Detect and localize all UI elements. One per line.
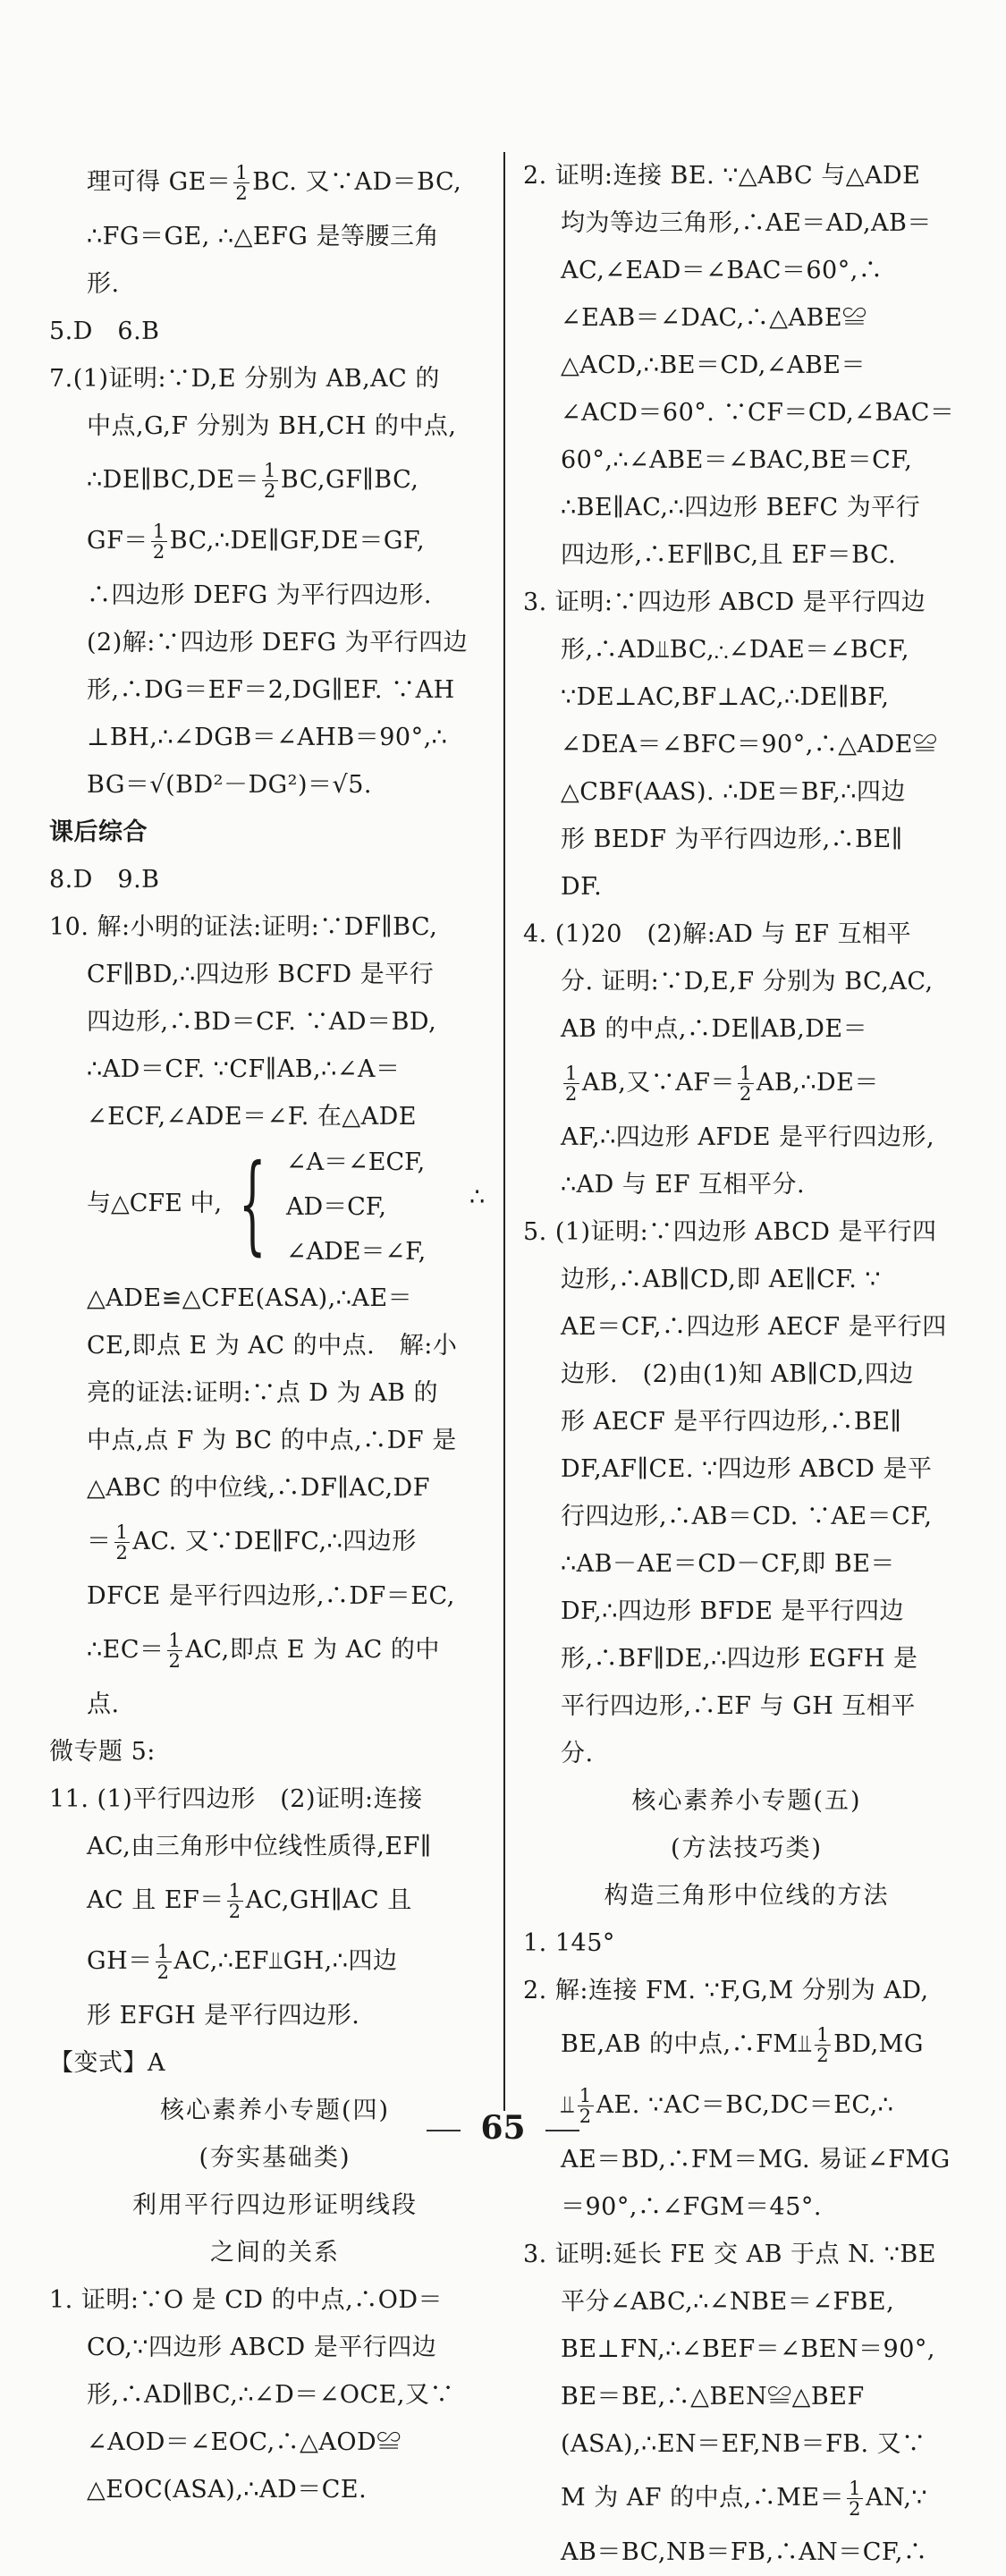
brace-system	[49, 1140, 501, 1275]
text-line: 微专题 5:	[49, 1738, 156, 1766]
text-segment: BE,AB 的中点,∴FM⫫	[561, 2030, 813, 2058]
text-line: 形,∴AD∥BC,∴∠D＝∠OCE,又∵	[87, 2381, 454, 2409]
text-line: △ADE≌△CFE(ASA),∴AE＝	[87, 1284, 413, 1312]
text-line: 5.D 6.B	[49, 318, 160, 345]
text-line	[523, 2468, 970, 2529]
fraction-numerator: 1	[264, 460, 276, 481]
section-heading: 利用平行四边形证明线段	[132, 2191, 418, 2219]
text-segment: ∴DE∥BC,DE＝	[87, 466, 259, 494]
brace-row: ∠ADE＝∠F,	[286, 1238, 427, 1266]
fraction	[233, 163, 249, 203]
text-line: DF,∴四边形 BFDE 是平行四边	[561, 1597, 905, 1625]
text-line: ∴FG＝GE, ∴△EFG 是等腰三角	[87, 223, 439, 250]
text-line: CO,∵四边形 ABCD 是平行四边	[87, 2334, 437, 2361]
text-line: 形 EFGH 是平行四边形.	[87, 2002, 360, 2029]
text-line: 60°,∴∠ABE＝∠BAC,BE＝CF,	[561, 446, 913, 474]
brace-symbol: {	[239, 1142, 266, 1267]
fraction	[227, 1881, 243, 1921]
brace-row: ∠A＝∠ECF,	[286, 1148, 426, 1176]
fraction	[847, 2479, 863, 2519]
fraction-numerator: 1	[152, 521, 165, 542]
fraction-denominator: 2	[156, 1962, 170, 1983]
text-line: 5. (1)证明:∵四边形 ABCD 是平行四	[523, 1218, 937, 1246]
fraction	[156, 1942, 172, 1982]
section-heading: (夯实基础类)	[199, 2144, 351, 2172]
text-line: 中点,点 F 为 BC 的中点,∴DF 是	[87, 1427, 457, 1454]
text-line	[49, 450, 501, 511]
text-line: 形,∴AD⫫BC,∴∠DAE＝∠BCF,	[561, 636, 909, 664]
text-segment: ⫫	[561, 2091, 575, 2119]
text-segment: BC,GF∥BC,	[280, 466, 419, 494]
text-segment: ＝	[87, 1528, 112, 1555]
fraction-numerator: 1	[565, 1063, 578, 1084]
brace-rows	[286, 1140, 426, 1275]
text-line: 2. 解:连接 FM. ∵F,G,M 分别为 AD,	[523, 1977, 929, 2004]
fraction-numerator: 1	[579, 2085, 592, 2106]
text-line: 形.	[87, 270, 120, 298]
fraction	[262, 461, 278, 501]
text-line: 中点,G,F 分别为 BH,CH 的中点,	[87, 412, 457, 440]
text-line: ∴AD 与 EF 互相平分.	[561, 1171, 806, 1199]
brace-conclusion: ∴	[469, 1183, 486, 1211]
fraction	[815, 2025, 831, 2065]
text-segment: AC 且 EF＝	[87, 1886, 224, 1914]
footer-dash-right	[545, 2130, 579, 2131]
section-heading: 核心素养小专题(五)	[631, 1787, 862, 1815]
text-line: 【变式】A	[49, 2049, 165, 2077]
text-line: ∵DE⊥AC,BF⊥AC,∴DE∥BF,	[561, 683, 890, 711]
fraction-denominator: 2	[579, 2106, 592, 2127]
text-segment: ∴EC＝	[87, 1636, 165, 1664]
text-line: AC,由三角形中位线性质得,EF∥	[87, 1833, 432, 1860]
text-line: 课后综合	[49, 818, 148, 846]
text-line: △ACD,∴BE＝CD,∠ABE＝	[561, 352, 867, 379]
fraction-denominator: 2	[152, 541, 165, 563]
text-line	[49, 1620, 501, 1681]
section-heading: 之间的关系	[210, 2239, 340, 2267]
text-line: DFCE 是平行四边形,∴DF＝EC,	[87, 1582, 455, 1610]
text-segment: AC,∴EF⫫GH,∴四边	[173, 1947, 398, 1975]
text-line: 1. 证明:∵O 是 CD 的中点,∴OD＝	[49, 2286, 443, 2314]
text-line	[49, 1931, 501, 1992]
text-line: 4. (1)20 (2)解:AD 与 EF 互相平	[523, 920, 912, 948]
text-segment: AE. ∵AC＝BC,DC＝EC,∴	[596, 2091, 894, 2119]
fraction-denominator: 2	[264, 480, 276, 502]
text-line: (2)解:∵四边形 DEFG 为平行四边	[87, 629, 469, 657]
fraction-denominator: 2	[228, 1901, 241, 1922]
left-column	[49, 152, 501, 2513]
text-line: ∠EAB＝∠DAC,∴△ABE≌	[561, 304, 867, 332]
fraction-numerator: 1	[849, 2478, 861, 2499]
text-line: 1. 145°	[523, 1929, 615, 1957]
text-line: 点.	[87, 1690, 120, 1718]
right-column	[523, 152, 970, 2576]
fraction	[114, 1522, 131, 1563]
text-line: AF,∴四边形 AFDE 是平行四边形,	[561, 1123, 935, 1151]
fraction-denominator: 2	[168, 1650, 182, 1672]
text-line: ∴四边形 DEFG 为平行四边形.	[87, 581, 432, 609]
text-segment: AN,∵	[865, 2484, 928, 2512]
text-segment: AC. 又∵DE∥FC,∴四边形	[132, 1528, 417, 1555]
text-line: BG＝√(BD²－DG²)＝√5.	[87, 771, 372, 799]
text-line: AB＝BC,NB＝FB,∴AN＝CF,∴	[561, 2538, 928, 2566]
text-line: DF,AF∥CE. ∵四边形 ABCD 是平	[561, 1455, 933, 1483]
fraction	[151, 521, 167, 562]
fraction-denominator: 2	[235, 182, 249, 204]
fraction-numerator: 1	[816, 2024, 830, 2046]
text-line: ⊥BH,∴∠DGB＝∠AHB＝90°,∴	[87, 724, 448, 751]
text-line: 11. (1)平行四边形 (2)证明:连接	[49, 1785, 423, 1813]
text-line: 四边形,∴EF∥BC,且 EF＝BC.	[561, 541, 897, 569]
text-line: AE＝CF,∴四边形 AECF 是平行四	[561, 1313, 947, 1341]
text-segment: AB,∴DE＝	[756, 1069, 879, 1097]
text-segment: GF＝	[87, 527, 148, 555]
text-line	[49, 1512, 501, 1572]
fraction-denominator: 2	[565, 1083, 578, 1105]
column-divider	[503, 152, 505, 2111]
text-line: AC,∠EAD＝∠BAC＝60°,∴	[561, 257, 883, 284]
text-line: CF∥BD,∴四边形 BCFD 是平行	[87, 961, 435, 988]
text-line: 形,∴DG＝EF＝2,DG∥EF. ∵AH	[87, 676, 455, 704]
text-line: 亮的证法:证明:∵点 D 为 AB 的	[87, 1379, 439, 1407]
page-number: 65	[480, 2109, 526, 2147]
brace-row: AD＝CF,	[286, 1193, 386, 1221]
text-line	[49, 1870, 501, 1931]
fraction	[167, 1631, 183, 1671]
text-line: 2. 证明:连接 BE. ∵△ABC 与△ADE	[523, 162, 921, 190]
brace-label: 与△CFE 中,	[87, 1190, 223, 1217]
fraction-numerator: 1	[228, 1880, 241, 1902]
text-line: BE⊥FN,∴∠BEF＝∠BEN＝90°,	[561, 2335, 935, 2363]
text-line: 边形. (2)由(1)知 AB∥CD,四边	[561, 1360, 914, 1388]
text-line: ∠DEA＝∠BFC＝90°,∴△ADE≌	[561, 731, 938, 758]
fraction	[563, 1063, 579, 1104]
text-line: AB 的中点,∴DE∥AB,DE＝	[561, 1015, 868, 1043]
text-line: 行四边形,∴AB＝CD. ∵AE＝CF,	[561, 1503, 933, 1530]
footer-dash-left	[427, 2130, 461, 2131]
fraction-denominator: 2	[849, 2498, 861, 2520]
text-segment: 理可得 GE＝	[87, 168, 232, 196]
text-line: DF.	[561, 873, 603, 901]
text-line	[523, 1053, 970, 1114]
fraction-numerator: 1	[235, 162, 249, 183]
text-line	[523, 2014, 970, 2075]
text-line	[49, 152, 501, 213]
text-segment: BC. 又∵AD＝BC,	[252, 168, 462, 196]
text-line: (ASA),∴EN＝EF,NB＝FB. 又∵	[561, 2430, 926, 2458]
text-line: 形,∴BF∥DE,∴四边形 EGFH 是	[561, 1645, 918, 1673]
text-line: 8.D 9.B	[49, 866, 160, 894]
text-line: 均为等边三角形,∴AE＝AD,AB＝	[561, 209, 932, 237]
fraction-denominator: 2	[816, 2045, 830, 2066]
text-segment: BD,MG	[833, 2030, 924, 2058]
text-line: 平分∠ABC,∴∠NBE＝∠FBE,	[561, 2288, 895, 2316]
text-line: AE＝BD,∴FM＝MG. 易证∠FMG	[561, 2146, 951, 2174]
text-line: △ABC 的中位线,∴DF∥AC,DF	[87, 1474, 430, 1502]
text-line: 3. 证明:∵四边形 ABCD 是平行四边	[523, 589, 926, 616]
section-heading: 核心素养小专题(四)	[159, 2097, 391, 2124]
text-line: ∠ECF,∠ADE＝∠F. 在△ADE	[87, 1103, 418, 1131]
text-line: CE,即点 E 为 AC 的中点. 解:小	[87, 1332, 458, 1360]
text-line: 分. 证明:∵D,E,F 分别为 BC,AC,	[561, 968, 934, 996]
text-line: 边形,∴AB∥CD,即 AE∥CF. ∵	[561, 1266, 882, 1293]
page-footer	[0, 2109, 1006, 2147]
text-line: 7.(1)证明:∵D,E 分别为 AB,AC 的	[49, 365, 440, 393]
fraction	[738, 1063, 754, 1104]
text-line: ∠ACD＝60°. ∵CF＝CD,∠BAC＝	[561, 399, 955, 427]
fraction-numerator: 1	[740, 1063, 752, 1084]
text-line: ∠AOD＝∠EOC,∴△AOD≌	[87, 2428, 402, 2456]
text-line: 形 BEDF 为平行四边形,∴BE∥	[561, 826, 903, 853]
fraction-numerator: 1	[156, 1941, 170, 1962]
text-line: 分.	[561, 1740, 594, 1767]
text-line: △CBF(AAS). ∴DE＝BF,∴四边	[561, 778, 906, 806]
text-line: ＝90°,∴∠FGM＝45°.	[561, 2193, 822, 2221]
text-line: 10. 解:小明的证法:证明:∵DF∥BC,	[49, 913, 438, 941]
fraction-denominator: 2	[740, 1083, 752, 1105]
section-heading: (方法技巧类)	[670, 1835, 824, 1862]
text-line: 形 AECF 是平行四边形,∴BE∥	[561, 1408, 902, 1436]
fraction-denominator: 2	[115, 1542, 129, 1563]
text-line: ∴AB－AE＝CD－CF,即 BE＝	[561, 1550, 895, 1578]
text-segment: AC,即点 E 为 AC 的中	[185, 1636, 440, 1664]
fraction-numerator: 1	[115, 1521, 129, 1543]
text-line: ∴BE∥AC,∴四边形 BEFC 为平行	[561, 494, 921, 521]
text-segment: AC,GH∥AC 且	[245, 1886, 412, 1914]
text-segment: AB,又∵AF＝	[581, 1069, 736, 1097]
section-heading: 构造三角形中位线的方法	[604, 1882, 890, 1910]
text-line: △EOC(ASA),∴AD＝CE.	[87, 2476, 368, 2504]
text-segment: M 为 AF 的中点,∴ME＝	[561, 2484, 845, 2512]
text-segment: GH＝	[87, 1947, 153, 1975]
text-segment: BC,∴DE∥GF,DE＝GF,	[169, 527, 426, 555]
text-line: 四边形,∴BD＝CF. ∵AD＝BD,	[87, 1008, 437, 1036]
text-line: ∴AD＝CF. ∵CF∥AB,∴∠A＝	[87, 1055, 401, 1083]
text-line: BE＝BE,∴△BEN≌△BEF	[561, 2383, 865, 2411]
fraction-numerator: 1	[168, 1630, 182, 1651]
text-line	[49, 511, 501, 572]
text-line: 3. 证明:延长 FE 交 AB 于点 N. ∵BE	[523, 2241, 936, 2268]
text-line: 平行四边形,∴EF 与 GH 互相平	[561, 1692, 916, 1720]
